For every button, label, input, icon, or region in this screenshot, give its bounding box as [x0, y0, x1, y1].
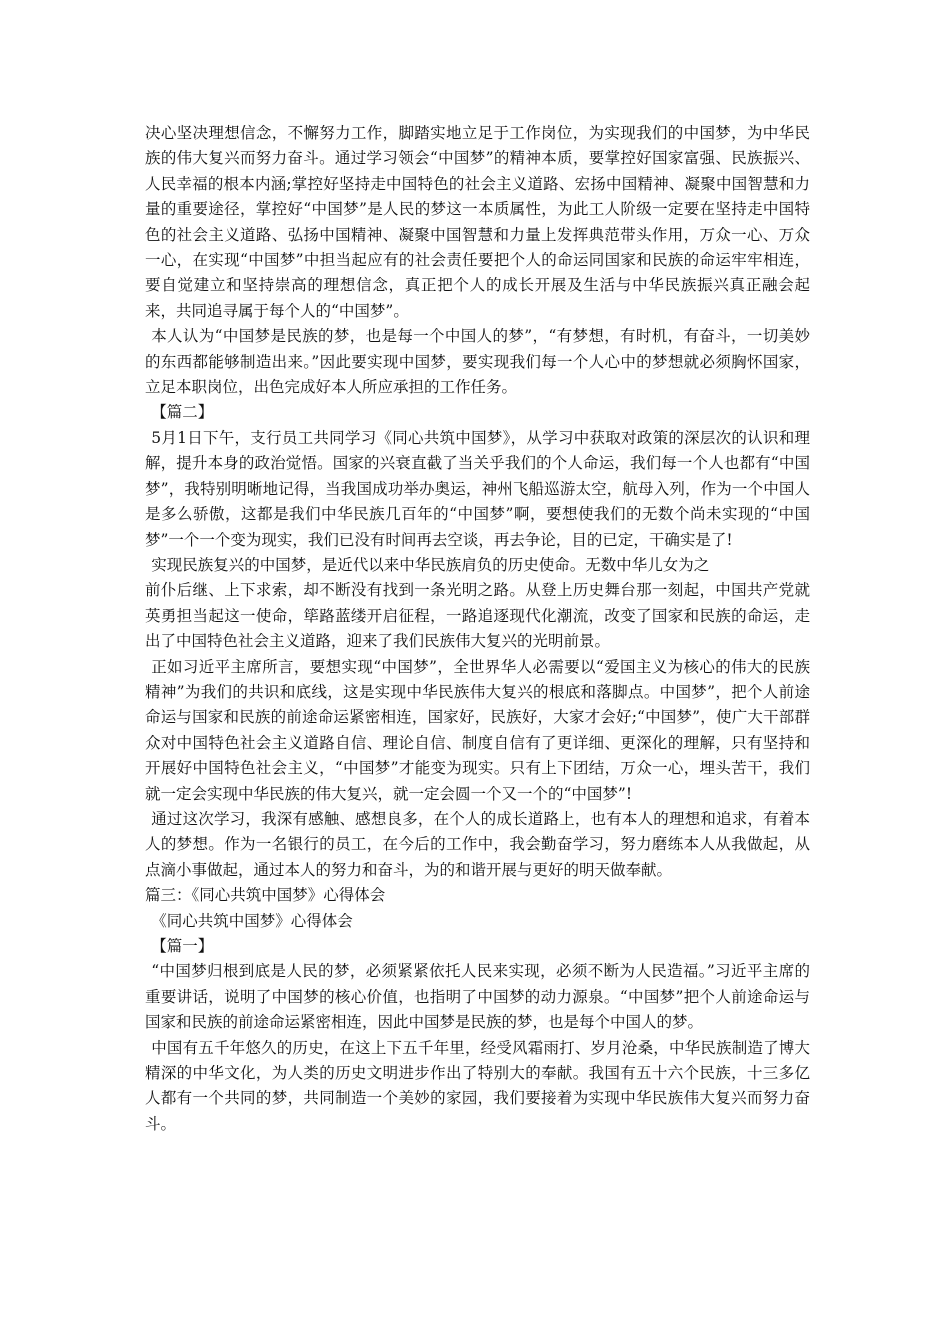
- section-heading-part-one: 【篇一】: [151, 937, 214, 955]
- document-subtitle: 《同心共筑中国梦》心得体会: [151, 911, 353, 930]
- paragraph-people-dream: “中国梦归根到底是人民的梦，必须紧紧依托人民来实现，必须不断为人民造福。”习近平主席的重要讲话，说明了中国梦的核心价值，也指明了中国梦的动力源泉。“中国梦”把个人前途命运与国家和民族的前途命运紧密相连，因此中国梦是民族的梦，也是每个中国人的梦。: [145, 962, 810, 1032]
- paragraph-xi-quote: 正如习近平主席所言，要想实现“中国梦”，全世界华人必需要以“爱国主义为核心的伟大的民族精神”为我们的共识和底线，这是实现中华民族伟大复兴的根底和落脚点。中国梦”，把个人前途命运与国家和民族的前途命运紧密相连，国家好，民族好，大家才会好;“中国梦”，使广大干部群众对中国特色社会主义道路自信、理论自信、制度自信有了更详细、更深化的理解，只有坚持和开展好中国特色社会主义，“中国梦”才能变为现实。只有上下团结，万众一心，埋头苦干，我们就一定会实现中华民族的伟大复兴，就一定会圆一个又一个的“中国梦”!: [145, 657, 810, 803]
- paragraph-five-thousand-years: 中国有五千年悠久的历史，在这上下五千年里，经受风霜雨打、岁月沧桑，中华民族制造了博大精深的中华文化，为人类的历史文明进步作出了特别大的奉献。我国有五十六个民族，十三多亿人都有一个共同的梦，共同制造一个美妙的家园，我们要接着为实现中华民族伟大复兴而努力奋斗。: [145, 1038, 810, 1133]
- paragraph-study-reflection: 通过这次学习，我深有感触、感想良多，在个人的成长道路上，也有本人的理想和追求，有着本人的梦想。作为一名银行的员工，在今后的工作中，我会勤奋学习，努力磨练本人从我做起，从点滴小事做起，通过本人的努力和奋斗，为的和谐开展与更好的明天做奉献。: [145, 809, 810, 879]
- paragraph-chinese-dream-view: 本人认为“中国梦是民族的梦，也是每一个中国人的梦”，“有梦想，有时机，有奋斗，一切美妙的东西都能够制造出来。”因此要实现中国梦，要实现我们每一个人心中的梦想就必须胸怀国家，立足本职岗位，出色完成好本人所应承担的工作任务。: [145, 327, 810, 397]
- section-heading-part-three: 篇三：《同心共筑中国梦》心得体会: [145, 886, 386, 905]
- paragraph-national-rejuvenation: 实现民族复兴的中国梦，是近代以来中华民族肩负的历史使命。无数中华儿女为之: [151, 555, 710, 574]
- document-body: [145, 121, 810, 1137]
- section-heading-part-two: 【篇二】: [151, 403, 214, 422]
- paragraph-may-first-study: 5月1日下午，支行员工共同学习《同心共筑中国梦》，从学习中获取对政策的深层次的认识和理解，提升本身的政治觉悟。国家的兴衰直截了当关乎我们的个人命运，我们每一个人也都有“中国梦”，我特别明晰地记得，当我国成功举办奥运，神州飞船巡游太空，航母入列，作为一个中国人是多么骄傲，这都是我们中华民族几百年的“中国梦”啊，要想使我们的无数个尚未实现的“中国梦”一个一个变为现实，我们已没有时间再去空谈，再去争论，目的已定，干确实是了!: [145, 428, 810, 549]
- paragraph-party-history: 前仆后继、上下求索，却不断没有找到一条光明之路。从登上历史舞台那一刻起，中国共产党就英勇担当起这一使命，筚路蓝缕开启征程，一路追逐现代化潮流，改变了国家和民族的命运，走出了中国特色社会主义道路，迎来了我们民族伟大复兴的光明前景。: [145, 581, 810, 651]
- paragraph-intro-continuation: 决心坚决理想信念，不懈努力工作，脚踏实地立足于工作岗位，为实现我们的中国梦，为中华民族的伟大复兴而努力奋斗。通过学习领会“中国梦”的精神本质，要掌控好国家富强、民族振兴、人民幸福的根本内涵;掌控好坚持走中国特色的社会主义道路、宏扬中国精神、凝聚中国智慧和力量的重要途径，掌控好“中国梦”是人民的梦这一本质属性，为此工人阶级一定要在坚持走中国特色的社会主义道路、弘扬中国精神、凝聚中国智慧和力量上发挥典范带头作用，万众一心、万众一心，在实现“中国梦”中担当起应有的社会责任要把个人的命运同国家和民族的命运牢牢相连，要自觉建立和坚持崇高的理想信念，真正把个人的成长开展及生活与中华民族振兴真正融会起来，共同追寻属于每个人的“中国梦”。: [145, 124, 810, 320]
